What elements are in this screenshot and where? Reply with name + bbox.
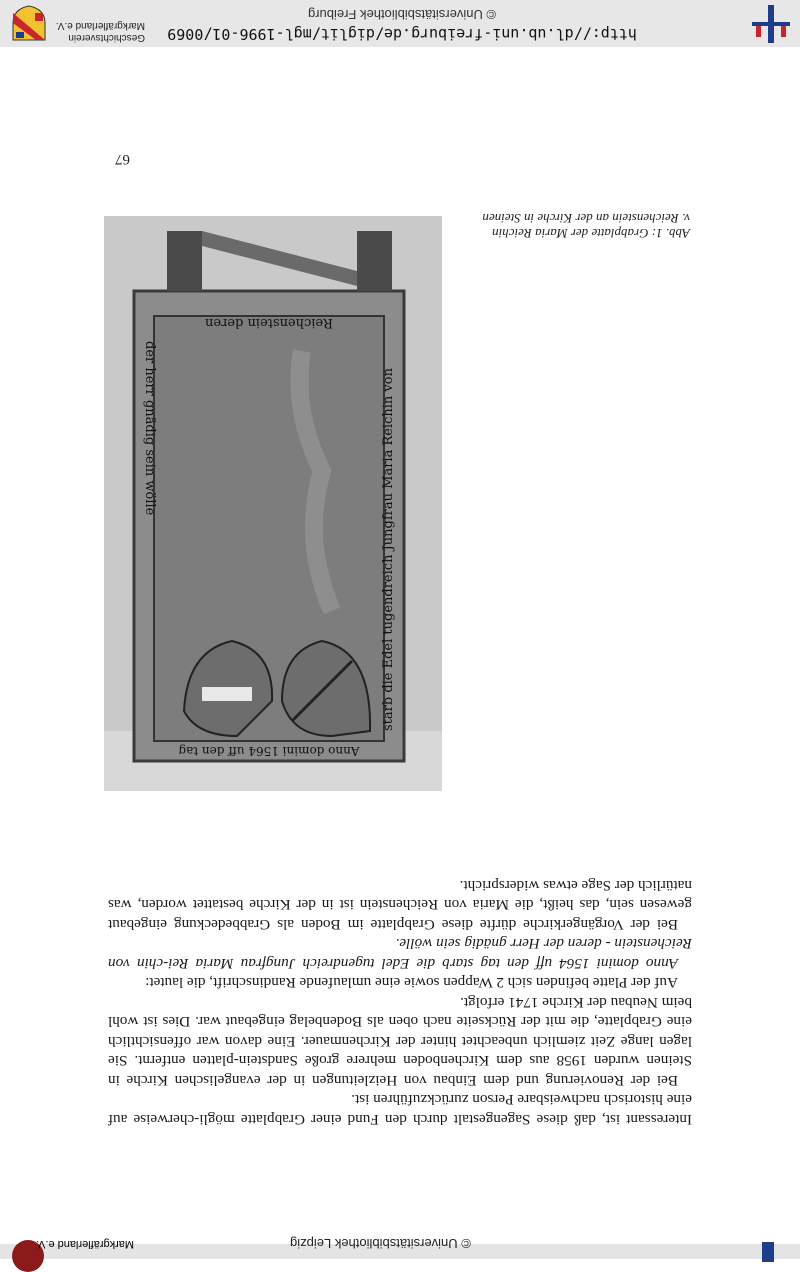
figure-caption (450, 211, 690, 241)
inscription-quote: Anno domini 1564 uff den tag starb die Edel tugendreich Jungfrau Maria Rei-chin von Reichenstein - deren der Herr gnädig sein wölle. (108, 935, 692, 972)
plate-inscription-top: Reichenstein deren (205, 315, 333, 330)
plate-inscription-left: starb die Edel tugendreich Jungfrau Maria Reichin von (381, 368, 396, 731)
paragraph: Auf der Platte befinden sich 2 Wappen sowie eine umlaufende Randinschrift, die lautet: (145, 974, 678, 992)
footer-org-text: Markgräflerland e.V. (36, 1238, 135, 1250)
plate-inscription-right: der herr gnädig sein wölle (142, 341, 157, 516)
paragraph: Interessant ist, daß diese Sagengestalt durch den Fund einer Grabplatte mögli-cherweise auf eine historisch nachweisbare Person zurückzuführen ist. (108, 1091, 692, 1128)
grave-plate-photo (104, 216, 442, 791)
geschichtsverein-crest-icon (10, 5, 48, 43)
caption-line-2: v. Reichenstein an der Kirche in Steinen (482, 211, 690, 226)
org-line-1: Geschichtsverein (68, 32, 145, 43)
org-name (45, 19, 145, 43)
org-line-2: Markgräflerland e.V. (55, 20, 145, 31)
paragraph: Bei der Renovierung und dem Einbau von Heizleitungen in der evangelischen Kirche in Steinen wurden 1958 aus dem Kirchenboden mehrere große Sandstein-platten entfernt. Sie lagen lange Zeit ziemlich unbeachtet hinter der Kirchenmauer. Eine davon war offensichtlich eine Grabplatte, die mit der Rückseite nach oben als Bodenbelag eingebaut war. Dies ist wohl beim Neubau der Kirche 1741 erfolgt. (108, 994, 692, 1089)
document-url-link[interactable]: http://dl.ub.uni-freiburg.de/diglit/mgl-1996-01/0069 (167, 25, 637, 43)
caption-line-1: Abb. 1: Grabplatte der Maria Reichin (492, 226, 690, 241)
body-text (108, 876, 692, 1130)
header-bar (0, 0, 800, 47)
plate-inscription-bottom: Anno domini 1564 uff den tag (178, 744, 360, 758)
ub-freiburg-logo-icon (750, 5, 790, 43)
page-number: 67 (115, 151, 130, 167)
paragraph: Bei der Vorgängerkirche dürfte diese Grabplatte im Boden als Grabbedeckung eingebaut gewesen sein, das heißt, die Maria von Reichenstein ist in der Kirche bestattet worden, was natürlich der Sage etwas widerspricht. (108, 877, 692, 933)
copyright-text: © Universitätsbibliothek Freiburg (307, 7, 497, 22)
footer-copyright: © Universitätsbibliothek Leipzig (290, 1236, 471, 1251)
